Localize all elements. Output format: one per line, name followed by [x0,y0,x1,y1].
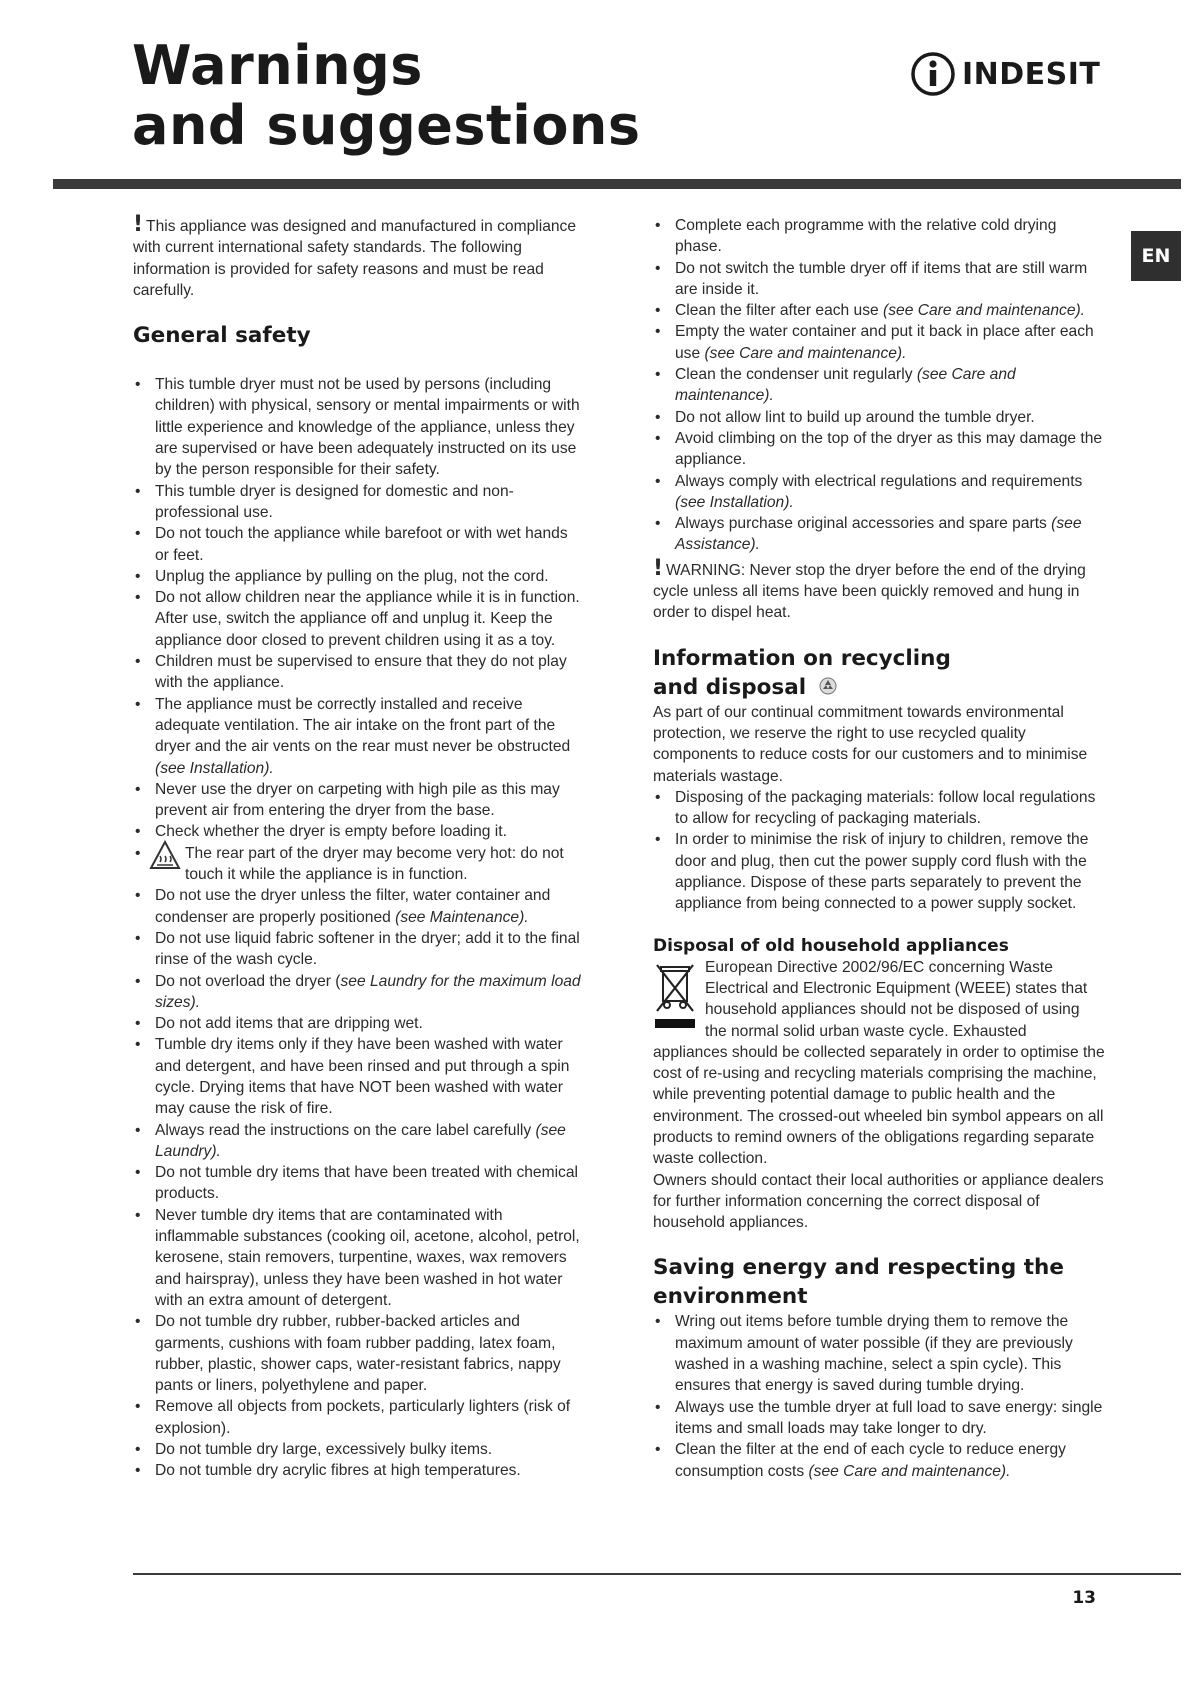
list-item: • This tumble dryer must not be used by persons (including children) with physical, sensory or mental impairments or with little experience and knowledge of the appliance, unless they are supervised or have been adequately instructed on its use by the person responsible for their safety. [133,374,585,480]
recycling-list [653,787,1105,915]
disposal-contact-paragraph: Owners should contact their local authorities or appliance dealers for further information concerning the correct disposal of household appliances. [653,1171,1104,1232]
list-item: • Do not overload the dryer (see Laundry for the maximum load sizes). [133,971,585,1014]
list-item: • Do not use liquid fabric softener in the dryer; add it to the final rinse of the wash cycle. [133,928,585,971]
right-column [653,215,1105,1482]
list-item: • Always use the tumble dryer at full load to save energy: single items and small loads may take longer to dry. [653,1397,1105,1440]
list-item: • Do not touch the appliance while barefoot or with wet hands or feet. [133,523,585,566]
weee-block [653,957,1105,1170]
cross-reference: (see Installation). [155,759,274,777]
list-item: • Do not tumble dry items that have been treated with chemical products. [133,1162,585,1205]
exclamation-icon: ! [653,555,664,581]
energy-list [653,1311,1105,1481]
list-item: • Tumble dry items only if they have been washed with water and detergent, and have been rinsed and put through a spin cycle. Drying items that have NOT been washed with water may cause the risk of fire. [133,1034,585,1119]
general-safety-list [133,374,585,843]
list-item: • In order to minimise the risk of injury to children, remove the door and plug, then cut the power supply cord flush with the appliance. Dispose of these parts separately to prevent the appliance from being connected to a power supply socket. [653,829,1105,914]
list-item: • Do not add items that are dripping wet. [133,1013,585,1034]
general-safety-list-continued [133,885,585,1481]
recycling-paragraph: As part of our continual commitment towards environmental protection, we reserve the right to use recycled quality components to reduce costs for our customers and to minimise materials wastage. [653,703,1088,785]
list-item: • Clean the filter at the end of each cycle to reduce energy consumption costs (see Care and maintenance). [653,1439,1105,1482]
list-item: • Do not tumble dry acrylic fibres at high temperatures. [133,1460,585,1481]
cross-reference: (see Assistance). [675,515,1082,554]
cross-reference: (see Maintenance). [395,908,529,926]
header-divider [53,179,1181,189]
cross-reference: (see Care and maintenance). [808,1462,1011,1480]
cross-reference: (see Care and maintenance). [675,366,1016,405]
list-item: • Check whether the dryer is empty before loading it. [133,821,585,842]
safety-list-continued [653,215,1105,556]
list-item: • Do not tumble dry rubber, rubber-backed articles and garments, cushions with foam rubber padding, latex foam, rubber, plastic, shower caps, water-resistant fabrics, nappy pants or liners, polyethylene and paper. [133,1311,585,1396]
left-column [133,212,585,1482]
general-safety-heading: General safety [133,323,311,349]
list-item: • Wring out items before tumble drying them to remove the maximum amount of water possible (if they are previously washed in a washing machine, select a spin cycle). This ensures that energy is saved during tumble drying. [653,1311,1105,1396]
list-item: • Do not allow children near the appliance while it is in function. After use, switch the appliance off and unplug it. Keep the appliance door closed to prevent children using it as a toy. [133,587,585,651]
cross-reference: (see Laundry). [155,1121,566,1160]
indesit-i-icon [910,51,956,97]
disposal-heading: Disposal of old household appliances [653,935,1009,956]
hot-surface-warning-list [133,843,585,886]
list-item: • Always comply with electrical regulations and requirements (see Installation). [653,471,1105,514]
crossed-out-bin-icon [653,961,697,1033]
list-item: • The rear part of the dryer may become very hot: do not touch it while the appliance is in function. [133,843,585,886]
list-item: • Do not switch the tumble dryer off if items that are still warm are inside it. [653,258,1105,301]
footer-divider [133,1573,1181,1575]
list-item: • Do not tumble dry large, excessively bulky items. [133,1439,585,1460]
list-item: • This tumble dryer is designed for domestic and non-professional use. [133,481,585,524]
list-item: • Always purchase original accessories and spare parts (see Assistance). [653,513,1105,556]
cross-reference: see Laundry for the maximum load sizes). [155,972,581,1011]
energy-heading: Saving energy and respecting the environment [653,1255,1064,1310]
list-item: • Clean the condenser unit regularly (see Care and maintenance). [653,364,1105,407]
page-title [132,36,641,156]
list-item: • Clean the filter after each use (see Care and maintenance). [653,300,1105,321]
brand-logo [910,50,1100,98]
list-item: • Unplug the appliance by pulling on the plug, not the cord. [133,566,585,587]
recycling-icon [818,676,838,696]
cross-reference: (see Installation). [675,493,794,511]
cross-reference: (see Care and maintenance). [704,344,907,362]
list-item: • Do not use the dryer unless the filter, water container and condenser are properly positioned (see Maintenance). [133,885,585,928]
recycling-heading: Information on recycling and disposal [653,645,951,700]
list-item: • Disposing of the packaging materials: follow local regulations to allow for recycling of packaging materials. [653,787,1105,830]
list-item: • Remove all objects from pockets, particularly lighters (risk of explosion). [133,1396,585,1439]
page-title-line1: Warnings [132,34,423,97]
brand-name: INDESIT [962,56,1101,92]
list-item: • Do not allow lint to build up around the tumble dryer. [653,407,1105,428]
list-item: • Children must be supervised to ensure that they do not play with the appliance. [133,651,585,694]
weee-paragraph: European Directive 2002/96/EC concerning Waste Electrical and Electronic Equipment (WEEE) states that household appliances should not be disposed of using the normal solid urban waste cycle. Exhausted appliances should be collected separately in order to optimise the cost of re-using and recycling materials comprising the machine, while preventing potential damage to public health and the environment. The crossed-out wheeled bin symbol appears on all products to remind owners of the obligations regarding separate waste collection. [653,958,1105,1168]
warning-paragraph: ! WARNING: Never stop the dryer before the end of the drying cycle unless all items have been quickly removed and hung in order to dispel heat. [653,555,1086,622]
list-item: • Never use the dryer on carpeting with high pile as this may prevent air from entering the dryer from the base. [133,779,585,822]
intro-paragraph: ! This appliance was designed and manufactured in compliance with current international safety standards. The following information is provided for safety reasons and must be read carefully. [133,212,577,299]
exclamation-icon: ! [133,212,144,237]
list-item: • Avoid climbing on the top of the dryer as this may damage the appliance. [653,428,1105,471]
page-title-line2: and suggestions [132,94,641,157]
hot-surface-warning-icon [149,840,181,870]
page-number: 13 [1072,1588,1096,1608]
list-item: • Empty the water container and put it back in place after each use (see Care and maintenance). [653,321,1105,364]
cross-reference: (see Care and maintenance). [883,302,1086,320]
list-item: • Always read the instructions on the care label carefully (see Laundry). [133,1120,585,1163]
language-badge: EN [1131,231,1181,281]
list-item: • The appliance must be correctly installed and receive adequate ventilation. The air intake on the front part of the dryer and the air vents on the rear must never be obstructed (see Installation). [133,694,585,779]
list-item: • Never tumble dry items that are contaminated with inflammable substances (cooking oil, acetone, alcohol, petrol, kerosene, stain removers, turpentine, waxes, wax removers and hairspray), unless they have been washed in hot water with an extra amount of detergent. [133,1205,585,1311]
list-item: • Complete each programme with the relative cold drying phase. [653,215,1105,258]
